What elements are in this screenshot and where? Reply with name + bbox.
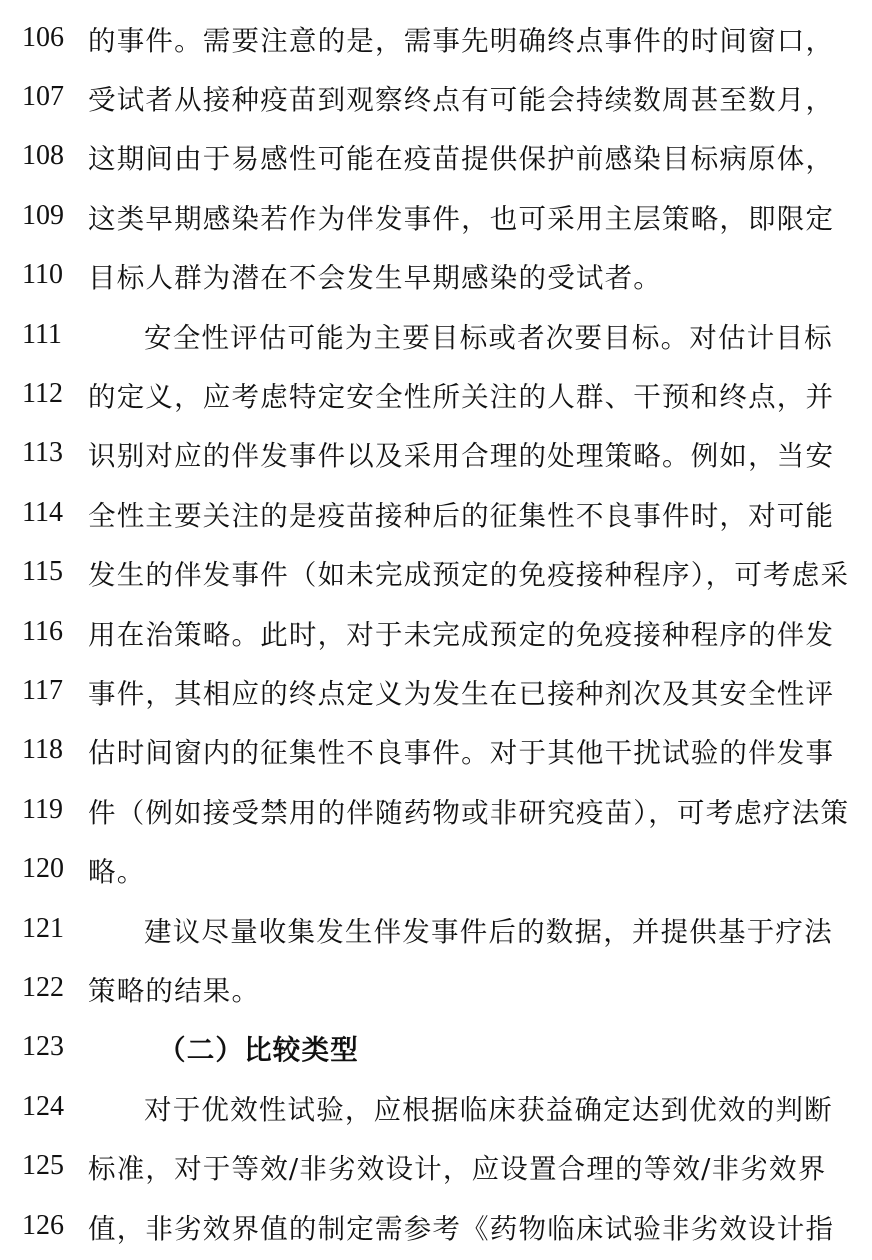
line-text: 事件，其相应的终点定义为发生在已接种剂次及其安全性评 xyxy=(88,677,835,710)
text-line-109 xyxy=(0,186,872,245)
line-number: 109 xyxy=(22,199,64,231)
line-number: 125 xyxy=(22,1150,64,1182)
text-line-111 xyxy=(0,305,872,364)
text-line-114 xyxy=(0,483,872,542)
line-number: 119 xyxy=(22,793,63,825)
text-line-120 xyxy=(0,839,872,898)
line-number: 118 xyxy=(22,734,63,766)
line-number: 120 xyxy=(22,853,64,885)
text-line-113 xyxy=(0,424,872,483)
text-line-116 xyxy=(0,602,872,661)
line-number: 117 xyxy=(22,674,63,706)
line-number: 107 xyxy=(22,81,64,113)
text-line-107 xyxy=(0,67,872,126)
line-number: 115 xyxy=(22,556,63,588)
line-text: 的定义，应考虑特定安全性所关注的人群、干预和终点，并 xyxy=(88,381,835,414)
line-number: 126 xyxy=(22,1209,64,1241)
text-line-117 xyxy=(0,661,872,720)
line-number: 113 xyxy=(22,437,63,469)
text-line-108 xyxy=(0,127,872,186)
document-page xyxy=(0,8,872,1255)
line-number: 110 xyxy=(22,259,63,291)
text-line-118 xyxy=(0,721,872,780)
line-text: 全性主要关注的是疫苗接种后的征集性不良事件时，对可能 xyxy=(88,499,835,532)
line-text: 略。 xyxy=(88,856,146,889)
line-text: 的事件。需要注意的是，需事先明确终点事件的时间窗口， xyxy=(88,24,835,57)
line-text: 目标人群为潜在不会发生早期感染的受试者。 xyxy=(88,262,662,295)
text-line-112 xyxy=(0,364,872,423)
line-number: 121 xyxy=(22,912,64,944)
heading-text: （二）比较类型 xyxy=(158,1034,359,1067)
line-number: 123 xyxy=(22,1031,64,1063)
line-number: 112 xyxy=(22,378,63,410)
line-text: 识别对应的伴发事件以及采用合理的处理策略。例如，当安 xyxy=(88,440,835,473)
line-text: 对于优效性试验，应根据临床获益确定达到优效的判断 xyxy=(144,1093,833,1126)
text-line-119 xyxy=(0,780,872,839)
line-text: 这期间由于易感性可能在疫苗提供保护前感染目标病原体， xyxy=(88,143,835,176)
line-number: 108 xyxy=(22,140,64,172)
line-number: 114 xyxy=(22,496,63,528)
line-text: 建议尽量收集发生伴发事件后的数据，并提供基于疗法 xyxy=(144,915,833,948)
text-line-121 xyxy=(0,899,872,958)
text-line-106 xyxy=(0,8,872,67)
line-text: 件（例如接受禁用的伴随药物或非研究疫苗），可考虑疗法策 xyxy=(88,796,850,829)
line-number: 111 xyxy=(22,318,62,350)
line-number: 124 xyxy=(22,1090,64,1122)
text-line-115 xyxy=(0,543,872,602)
text-line-124 xyxy=(0,1077,872,1136)
line-text: 估时间窗内的征集性不良事件。对于其他干扰试验的伴发事 xyxy=(88,737,835,770)
line-text: 这类早期感染若作为伴发事件，也可采用主层策略，即限定 xyxy=(88,202,835,235)
line-text: 标准，对于等效/非劣效设计，应设置合理的等效/非劣效界 xyxy=(88,1153,827,1186)
text-line-122 xyxy=(0,958,872,1017)
line-text: 策略的结果。 xyxy=(88,974,261,1007)
line-text: 发生的伴发事件（如未完成预定的免疫接种程序），可考虑采 xyxy=(88,559,850,592)
line-number: 122 xyxy=(22,971,64,1003)
section-heading xyxy=(0,1018,872,1077)
text-line-126 xyxy=(0,1196,872,1255)
text-line-110 xyxy=(0,246,872,305)
line-text: 值，非劣效界值的制定需参考《药物临床试验非劣效设计指 xyxy=(88,1212,835,1245)
line-text: 受试者从接种疫苗到观察终点有可能会持续数周甚至数月， xyxy=(88,84,835,117)
line-text: 用在治策略。此时，对于未完成预定的免疫接种程序的伴发 xyxy=(88,618,835,651)
text-line-125 xyxy=(0,1136,872,1195)
line-number: 106 xyxy=(22,21,64,53)
line-text: 安全性评估可能为主要目标或者次要目标。对估计目标 xyxy=(144,321,833,354)
line-number: 116 xyxy=(22,615,63,647)
